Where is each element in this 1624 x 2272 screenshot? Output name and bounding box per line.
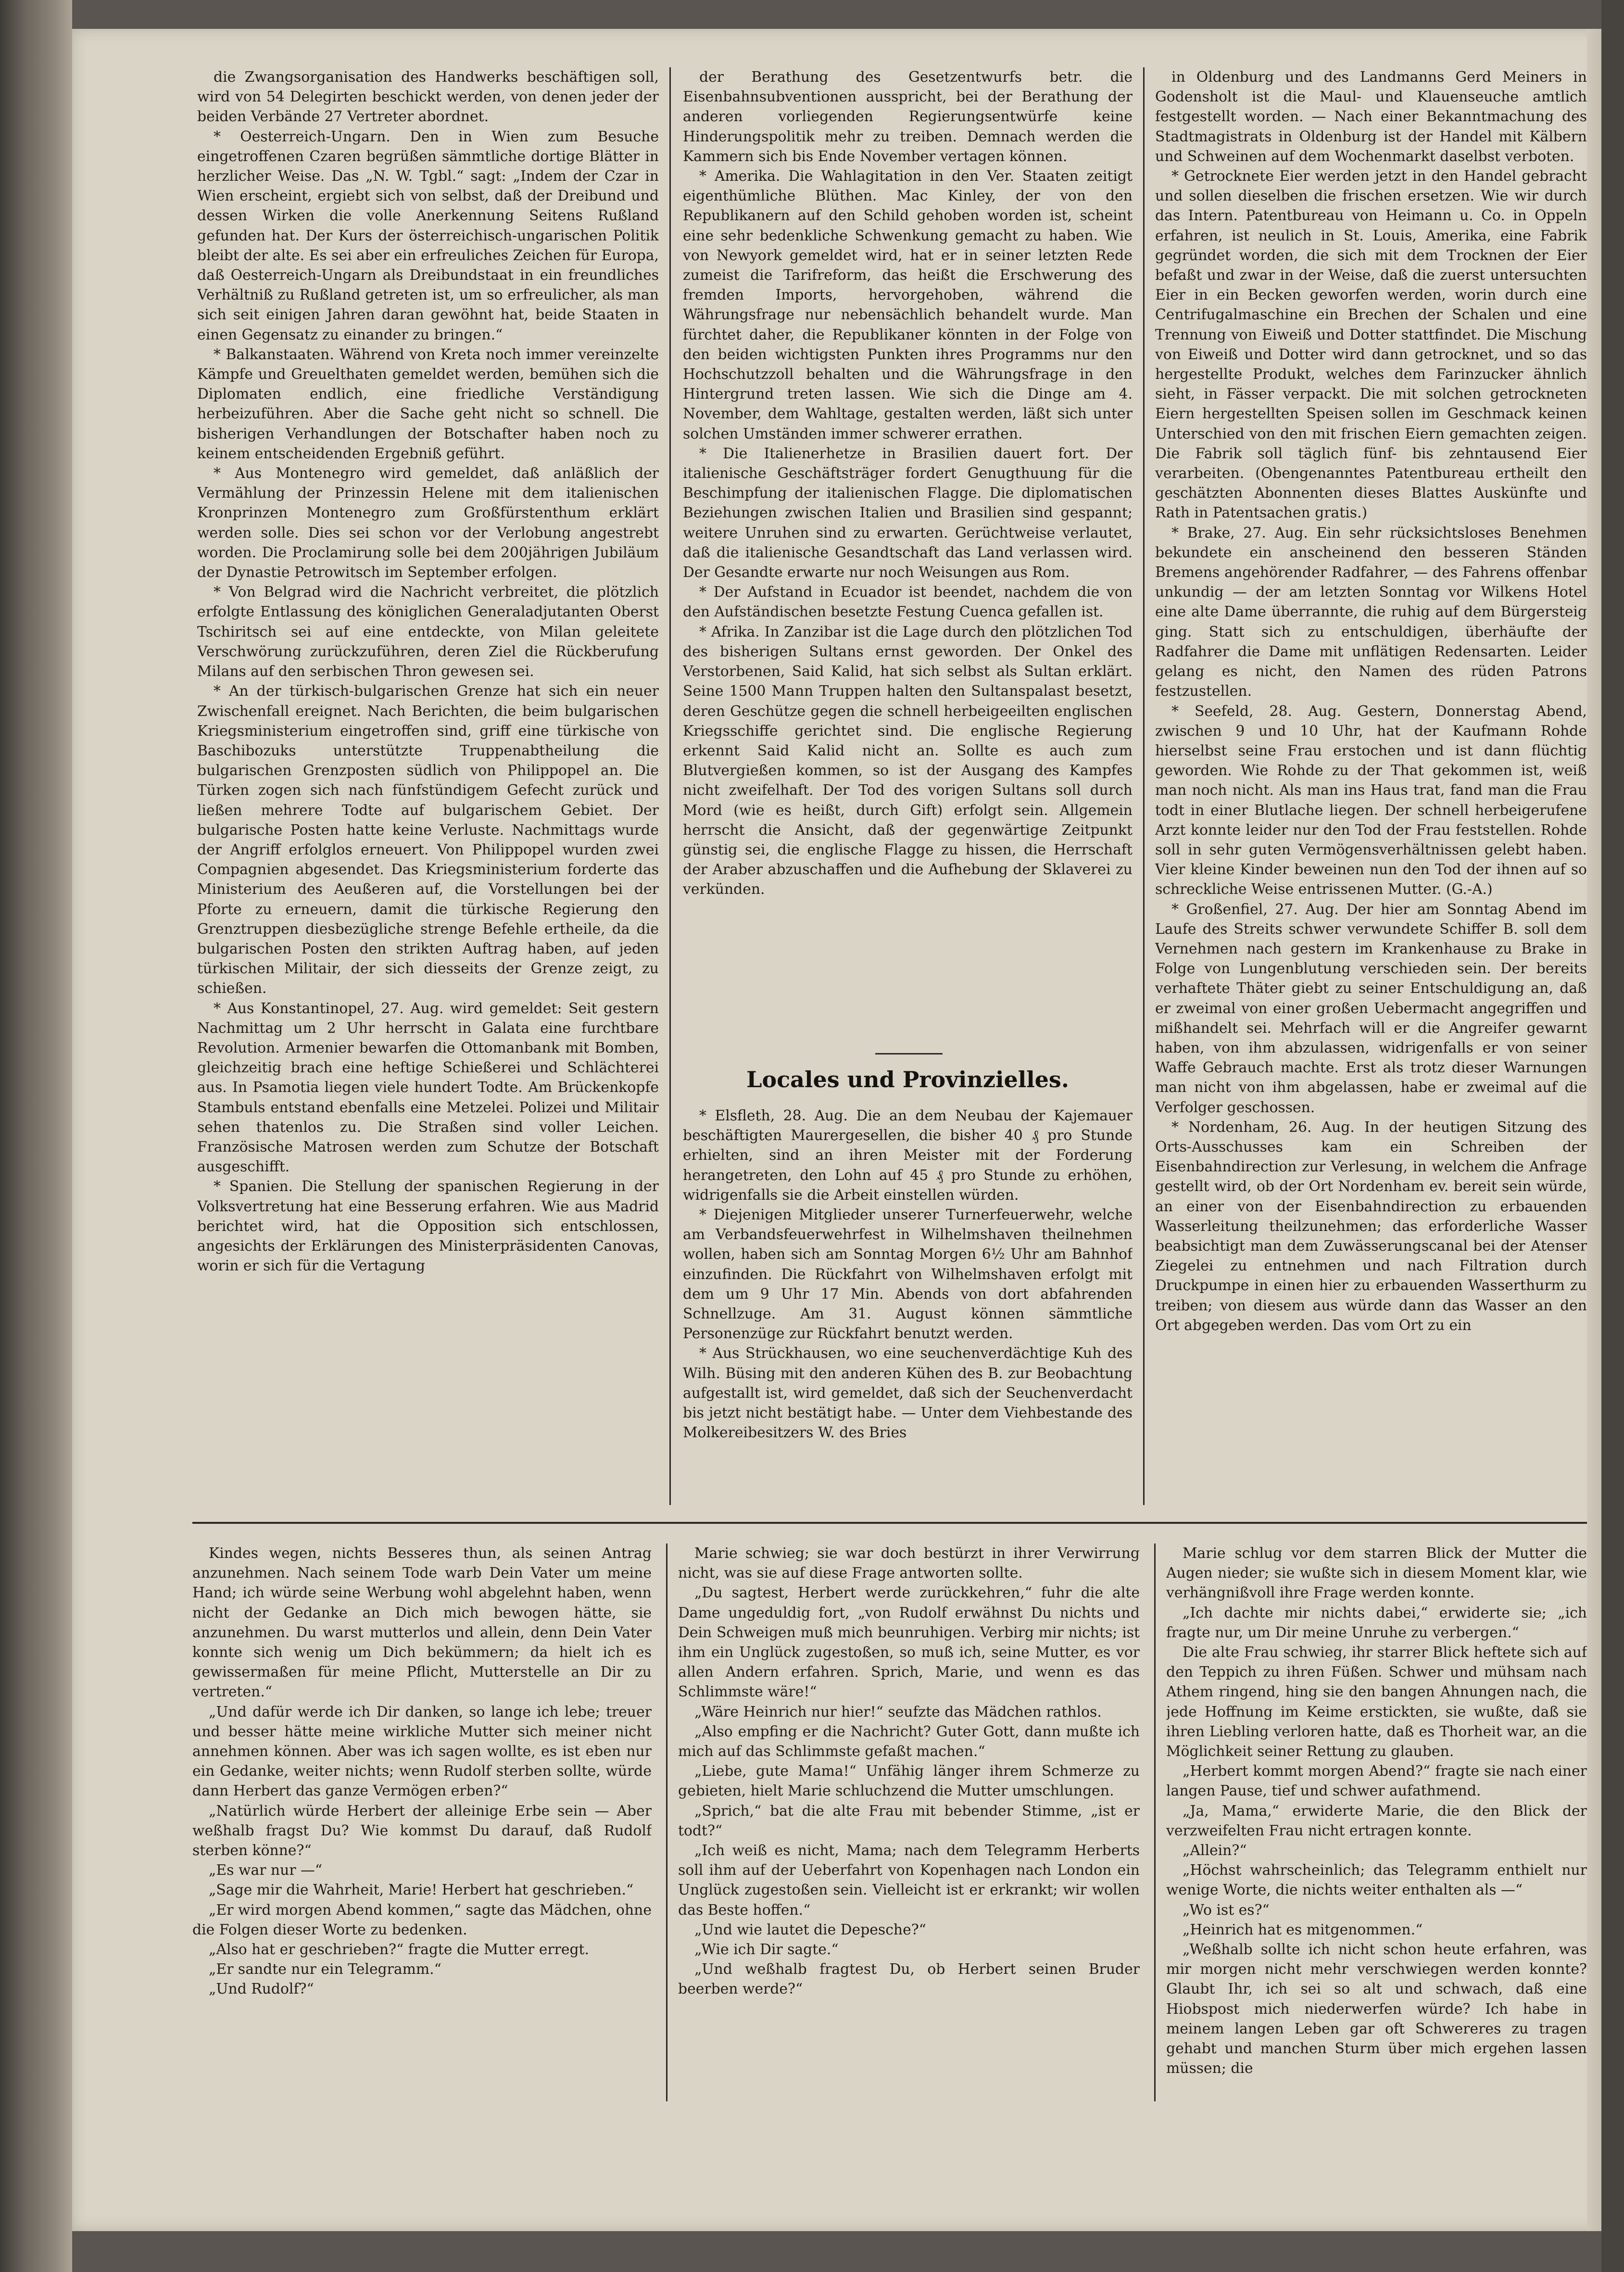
article-paragraph: „Es war nur —“ [209, 1862, 323, 1879]
feuilleton-column-1 [192, 1544, 652, 2101]
section-rule-top [875, 1053, 943, 1054]
article-paragraph: * Nordenham, 26. Aug. In der heutigen Sitzung des Orts-Ausschusses kam ein Schreiben der Eisenbahndirection zur Verlesung, in welchem die Anfrage gestellt wird, ob der Ort Nordenham ev. bereit sein würde, an einer von der Eisenbahndirection zu erbauenden Wasserleitung theilzunehmen; das erforderliche Wasser beabsichtigt man dem Zuwässerungscanal bei der Atenser Ziegelei zu entnehmen und nach Filtration durch Druckpumpe in einen hier zu erbauenden Wasserthurm zu treiben; von diesem aus würde dann das Wasser an den Ort abgegeben werden. Das vom Ort zu ein [1155, 1118, 1587, 1334]
article-paragraph: „Also hat er geschrieben?“ fragte die Mutter erregt. [209, 1941, 589, 1958]
article-paragraph: der Berathung des Gesetzentwurfs betr. die Eisenbahnsubventionen ausspricht, bei der Berathung der anderen vorliegenden Regierungsentwürfe keine Hinderungspolitik mehr zu treiben. Demnach werden die Kammern sich bis Ende November vertagen können. [683, 69, 1133, 165]
article-paragraph: * Aus Konstantinopel, 27. Aug. wird gemeldet: Seit gestern Nachmittag um 2 Uhr herrscht in Galata eine furchtbare Revolution. Armenier bewarfen die Ottomanbank mit Bomben, gleichzeitig brach eine heftige Schießerei und Schlächterei aus. In Psamotia liegen viele hundert Todte. Am Brückenkopfe Stambuls entstand ebenfalls eine Metzelei. Polizei und Militair sehen thatenlos zu. Die Straßen sind voller Leichen. Französische Matrosen werden zum Schutze der Botschaft ausgeschifft. [197, 1000, 659, 1176]
article-paragraph: „Wäre Heinrich nur hier!“ seufzte das Mädchen rathlos. [694, 1703, 1102, 1720]
book-binding-edge [0, 0, 72, 2272]
article-paragraph: „Liebe, gute Mama!“ Unfähig länger ihrem Schmerze zu gebieten, hielt Marie schluchzend die Mutter umschlungen. [678, 1763, 1140, 1800]
article-paragraph: „Und weßhalb fragtest Du, ob Herbert seinen Bruder beerben werde?“ [678, 1961, 1140, 1998]
article-paragraph: „Sprich,“ bat die alte Frau mit bebender Stimme, „ist er todt?“ [678, 1802, 1140, 1839]
article-paragraph: * Elsfleth, 28. Aug. Die an dem Neubau der Kajemauer beschäftigten Maurergesellen, die bisher 40 ₰ pro Stunde erhielten, sind an ihren Meister mit der Forderung herangetreten, den Lohn auf 45 ₰ pro Stunde zu erhöhen, widrigenfalls sie die Arbeit einstellen würden. [683, 1107, 1133, 1204]
article-paragraph: in Oldenburg und des Landmanns Gerd Meiners in Godensholt ist die Maul- und Klauenseuche amtlich festgestellt worden. — Nach einer Bekanntmachung des Stadtmagistrats in Oldenburg ist der Handel mit Kälbern und Schweinen auf dem Wochenmarkt daselbst verboten. [1155, 69, 1587, 165]
section-heading-locales: Locales und Provinzielles. [746, 1067, 1069, 1092]
article-paragraph: „Wo ist es?“ [1183, 1901, 1270, 1919]
article-paragraph: „Du sagtest, Herbert werde zurückkehren,“ fuhr die alte Dame ungeduldig fort, „von Rudolf erwähnst Du nichts und Dein Schweigen muß mich beunruhigen. Verbirg mir nichts; ist ihm ein Unglück zugestoßen, so muß ich, seine Mutter, es vor allen Andern erfahren. Sprich, Marie, und wenn es das Schlimmste wäre!“ [678, 1584, 1140, 1701]
article-paragraph: Marie schlug vor dem starren Blick der Mutter die Augen nieder; sie wußte sich in diesem Moment klar, wie verhängnißvoll ihre Frage werden konnte. [1166, 1545, 1587, 1602]
article-paragraph: * Getrocknete Eier werden jetzt in den Handel gebracht und sollen dieselben die frischen ersetzen. Wie wir durch das Intern. Patentbureau von Heimann u. Co. in Oppeln erfahren, ist neulich in St. Louis, Amerika, eine Fabrik gegründet worden, die sich mit dem Trocknen der Eier befaßt und zwar in der Weise, daß die zuerst untersuchten Eier in ein Becken geworfen werden, worin durch eine Centrifugalmaschine ein Brechen der Schalen und eine Trennung von Eiweiß und Dotter stattfindet. Die Mischung von Eiweiß und Dotter wird dann getrocknet, und so das hergestellte Produkt, welches dem Farinzucker ähnlich sieht, in Fässer verpackt. Die mit solchen getrockneten Eiern hergestellten Speisen sollen im Geschmack keinen Unterschied von den mit frischen Eiern gemachten zeigen. Die Fabrik soll täglich fünf- bis zehntausend Eier verarbeiten. (Obengenanntes Patentbureau ertheilt den geschätzten Abonnenten dieses Blattes Auskünfte und Rath in Patentsachen gratis.) [1155, 168, 1587, 522]
article-paragraph: „Allein?“ [1183, 1842, 1247, 1859]
article-paragraph: „Herbert kommt morgen Abend?“ fragte sie nach einer langen Pause, tief und schwer aufathmend. [1166, 1763, 1587, 1800]
feuilleton-rule-1 [666, 1544, 667, 2101]
article-paragraph: „Ich dachte mir nichts dabei,“ erwiderte sie; „ich fragte nur, um Dir meine Unruhe zu verbergen.“ [1166, 1604, 1587, 1641]
article-paragraph: die Zwangsorganisation des Handwerks beschäftigen soll, wird von 54 Delegirten beschickt werden, von denen jeder der beiden Verbände 27 Vertreter abordnet. [197, 69, 659, 126]
article-paragraph: „Also empfing er die Nachricht? Guter Gott, dann mußte ich mich auf das Schlimmste gefaßt machen.“ [678, 1723, 1140, 1760]
news-column-1 [197, 67, 659, 1505]
article-paragraph: * Amerika. Die Wahlagitation in den Ver. Staaten zeitigt eigenthümliche Blüthen. Mac Kinley, der von den Republikanern auf den Schild gehoben worden ist, scheint eine sehr bedenkliche Schwenkung gemacht zu haben. Wie von Newyork gemeldet wird, hat er in seiner letzten Rede zumeist die Tarifreform, das heißt die Erschwerung des fremden Imports, hervorgehoben, während die Währungsfrage nur nebensächlich behandelt wurde. Man fürchtet daher, die Republikaner könnten in der Folge von den beiden wichtigsten Punkten ihres Programms nur den Hochschutzzoll behalten und die Währungsfrage in den Hintergrund treten lassen. Wie sich die Dinge am 4. November, dem Wahltage, gestalten werden, läßt sich unter solchen Umständen immer schwerer errathen. [683, 168, 1133, 442]
article-paragraph: Die alte Frau schwieg, ihr starrer Blick heftete sich auf den Teppich zu ihren Füßen. Schwer und mühsam nach Athem ringend, hing sie den bangen Ahnungen nach, die jede Hoffnung im Keime erstickten, sie wußte, daß sie ihren Liebling verloren hatte, daß es Thorheit war, an die Möglichkeit seiner Rettung zu glauben. [1166, 1644, 1587, 1760]
article-paragraph: „Ja, Mama,“ erwiderte Marie, die den Blick der verzweifelten Frau nicht ertragen konnte. [1166, 1802, 1587, 1839]
news-column-3 [1155, 67, 1587, 1505]
article-paragraph: „Ich weiß es nicht, Mama; nach dem Telegramm Herberts soll ihm auf der Ueberfahrt von Kopenhagen nach London ein Unglück zugestoßen sein. Vielleicht ist er erkrankt; wir wollen das Beste hoffen.“ [678, 1842, 1140, 1919]
locales-column [683, 1106, 1133, 1505]
article-paragraph: Kindes wegen, nichts Besseres thun, als seinen Antrag anzunehmen. Nach seinem Tode warb Dein Vater um meine Hand; ich würde seine Werbung wohl abgelehnt haben, wenn nicht der Gedanke an Dich mich bewogen hätte, sie anzunehmen. Du warst mutterlos und allein, denn Dein Vater konnte sich wenig um Dich bekümmern; da hielt ich es gewissermaßen für meine Pflicht, Mutterstelle an Dir zu vertreten.“ [192, 1545, 652, 1701]
article-paragraph: „Und Rudolf?“ [209, 1981, 314, 1998]
article-paragraph: „Wie ich Dir sagte.“ [694, 1941, 839, 1958]
feuilleton-separator [192, 1522, 1587, 1524]
article-paragraph: „Weßhalb sollte ich nicht schon heute erfahren, was mir morgen nicht mehr verschwiegen werden konnte? Glaubt Ihr, ich sei so alt und schwach, daß eine Hiobspost mich niederwerfen würde? Ich habe in meinem langen Leben gar oft Schwereres zu tragen gehabt und manchen Sturm über mich ergehen lassen müssen; die [1166, 1941, 1587, 2077]
article-paragraph: * Afrika. In Zanzibar ist die Lage durch den plötzlichen Tod des bisherigen Sultans ernst geworden. Der Onkel des Verstorbenen, Said Kalid, hat sich selbst als Sultan erklärt. Seine 1500 Mann Truppen halten den Sultanspalast besetzt, deren Geschütze gegen die schnell herbeigeeilten englischen Kriegsschiffe gerichtet sind. Die englische Regierung erkennt Said Kalid nicht an. Sollte es auch zum Blutvergießen kommen, so ist der Ausgang des Kampfes nicht zweifelhaft. Der Tod des vorigen Sultans soll durch Mord (wie es heißt, durch Gift) erfolgt sein. Allgemein herrscht die Ansicht, daß der gegenwärtige Zeitpunkt günstig sei, die englische Flagge zu hissen, die Herrschaft der Araber abzuschaffen und die Aufhebung der Sklaverei zu verkünden. [683, 623, 1133, 898]
feuilleton-rule-2 [1154, 1544, 1156, 2101]
feuilleton-column-2 [678, 1544, 1140, 2101]
column-rule-2 [1143, 67, 1145, 1505]
article-paragraph: * Spanien. Die Stellung der spanischen Regierung in der Volksvertretung hat eine Besserung erfahren. Wie aus Madrid berichtet wird, hat die Opposition sich entschlossen, angesichts der Erklärungen des Ministerpräsidenten Canovas, worin er sich für die Vertagung [197, 1178, 659, 1275]
news-column-2 [683, 67, 1133, 1034]
article-paragraph: Marie schwieg; sie war doch bestürzt in ihrer Verwirrung nicht, was sie auf diese Frage antworten sollte. [678, 1545, 1140, 1582]
article-paragraph: * Oesterreich-Ungarn. Den in Wien zum Besuche eingetroffenen Czaren begrüßen sämmtliche dortige Blätter in herzlicher Weise. Das „N. W. Tgbl.“ sagt: „Indem der Czar in Wien erscheint, ergiebt sich von selbst, daß der Dreibund und dessen Wirken die volle Anerkennung Seitens Rußland gefunden hat. Der Kurs der österreichisch-ungarischen Politik bleibt der alte. Es sei aber ein erfreuliches Zeichen für Europa, daß Oesterreich-Ungarn als Dreibundstaat in ein freundliches Verhältniß zu Rußland getreten ist, um so erfreulicher, als man sich seit einigen Jahren daran gewöhnt hat, beide Staaten in einen Gegensatz zu einander zu bringen.“ [197, 128, 659, 343]
column-rule-1 [669, 67, 671, 1505]
article-paragraph: * Seefeld, 28. Aug. Gestern, Donnerstag Abend, zwischen 9 und 10 Uhr, hat der Kaufmann Rohde hierselbst seine Frau erstochen und ist dann flüchtig geworden. Wie Rohde zu der That gekommen ist, weiß man noch nicht. Als man ins Haus trat, fand man die Frau todt in einer Blutlache liegen. Der schnell herbeigerufene Arzt konnte leider nur den Tod der Frau feststellen. Rohde soll in sehr guten Vermögensverhältnissen gelebt haben. Vier kleine Kinder beweinen nun den Tod der ihnen auf so schreckliche Weise entrissenen Mutter. (G.-A.) [1155, 703, 1587, 898]
article-paragraph: „Er sandte nur ein Telegramm.“ [209, 1961, 441, 1978]
article-paragraph: * Brake, 27. Aug. Ein sehr rücksichtsloses Benehmen bekundete ein anscheinend den besseren Ständen Bremens angehörender Radfahrer, — des Fahrens offenbar unkundig — der am letzten Sonntag vor Wilkens Hotel eine alte Dame überrannte, die ruhig auf dem Bürgersteig ging. Statt sich zu entschuldigen, überhäufte der Radfahrer die Dame mit unflätigen Redensarten. Leider gelang es nicht, den Namen des rüden Patrons festzustellen. [1155, 524, 1587, 700]
article-paragraph: „Und dafür werde ich Dir danken, so lange ich lebe; treuer und besser hätte meine wirkliche Mutter sich meiner nicht annehmen können. Aber was ich sagen wollte, es ist eben nur ein Gedanke, weiter nichts; wenn Rudolf sterben sollte, würde dann Herbert das ganze Vermögen erben?“ [192, 1703, 652, 1800]
article-paragraph: * Großenfiel, 27. Aug. Der hier am Sonntag Abend im Laufe des Streits schwer verwundete Schiffer B. soll dem Vernehmen nach gestern im Krankenhause zu Brake in Folge von Lungenblutung verschieden sein. Der bereits verhaftete Thäter giebt zu seiner Entschuldigung an, daß er zweimal von einer großen Uebermacht angegriffen und mißhandelt sei. Mehrfach will er die Angreifer gewarnt haben, von ihm abzulassen, widrigenfalls er von seiner Waffe Gebrauch machte. Erst als trotz dieser Warnungen man nicht von ihm abgelassen, habe er zweimal auf die Verfolger geschossen. [1155, 901, 1587, 1116]
article-paragraph: * An der türkisch-bulgarischen Grenze hat sich ein neuer Zwischenfall ereignet. Nach Berichten, die beim bulgarischen Kriegsministerium eingetroffen sind, griff eine türkische von Baschibozuks unterstützte Truppenabtheilung die bulgarischen Grenzposten südlich von Philippopel an. Die Türken zogen sich nach fünfstündigem Gefecht zurück und ließen mehrere Todte auf bulgarischem Gebiet. Der bulgarische Posten hatte keine Verluste. Nachmittags wurde der Angriff erfolglos erneuert. Von Philippopel wurden zwei Compagnien abgesendet. Das Kriegsministerium forderte das Ministerium des Aeußeren auf, die Vorstellungen bei der Pforte zu erneuern, damit die türkische Regierung den Grenztruppen diesbezügliche strenge Befehle ertheile, da die bulgarischen Posten den strikten Auftrag haben, auf jeden türkischen Militair, der sich diesseits der Grenze zeigt, zu schießen. [197, 683, 659, 997]
article-paragraph: * Aus Strückhausen, wo eine seuchenverdächtige Kuh des Wilh. Büsing mit den anderen Kühen des B. zur Beobachtung aufgestallt ist, wird gemeldet, daß sich der Seuchenverdacht bis jetzt nicht bestätigt habe. — Unter dem Viehbestande des Molkereibesitzers W. des Bries [683, 1345, 1133, 1442]
article-paragraph: „Höchst wahrscheinlich; das Telegramm enthielt nur wenige Worte, die nichts weiter enthalten als —“ [1166, 1862, 1587, 1899]
article-paragraph: „Er wird morgen Abend kommen,“ sagte das Mädchen, ohne die Folgen dieser Worte zu bedenken. [192, 1901, 652, 1938]
article-paragraph: „Natürlich würde Herbert der alleinige Erbe sein — Aber weßhalb fragst Du? Wie kommst Du darauf, daß Rudolf sterben könne?“ [192, 1802, 652, 1859]
article-paragraph: * Die Italienerhetze in Brasilien dauert fort. Der italienische Geschäftsträger fordert Genugthuung für die Beschimpfung der italienischen Flagge. Die diplomatischen Beziehungen zwischen Italien und Brasilien sind gespannt; weitere Unruhen sind zu erwarten. Gerüchtweise verlautet, daß die italienische Gesandtschaft das Land verlassen wird. Der Gesandte erwarte nur noch Weisungen aus Rom. [683, 445, 1133, 581]
article-paragraph: „Sage mir die Wahrheit, Marie! Herbert hat geschrieben.“ [209, 1882, 634, 1899]
next-page-edge [1601, 0, 1624, 2272]
feuilleton-column-3 [1166, 1544, 1587, 2101]
article-paragraph: * Diejenigen Mitglieder unserer Turnerfeuerwehr, welche am Verbandsfeuerwehrfest in Wilhelmshaven theilnehmen wollen, haben sich am Sonntag Morgen 6½ Uhr am Bahnhof einzufinden. Die Rückfahrt von Wilhelmshaven erfolgt mit dem um 9 Uhr 17 Min. Abends von dort abfahrenden Schnellzuge. Am 31. August können sämmtliche Personenzüge zur Rückfahrt benutzt werden. [683, 1206, 1133, 1343]
article-paragraph: * Von Belgrad wird die Nachricht verbreitet, die plötzlich erfolgte Entlassung des königlichen Generaladjutanten Oberst Tschiritsch sei auf eine entdeckte, von Milan geleitete Verschwörung zurückzuführen, deren Ziel die Rückberufung Milans auf den serbischen Thron gewesen sei. [197, 584, 659, 680]
article-paragraph: „Und wie lautet die Depesche?“ [694, 1921, 926, 1938]
article-paragraph: * Aus Montenegro wird gemeldet, daß anläßlich der Vermählung der Prinzessin Helene mit dem italienischen Kronprinzen Montenegro zum Großfürstenthum erklärt werden solle. Dies sei schon vor der Verlobung angestrebt worden. Die Proclamirung solle bei dem 200jährigen Jubiläum der Dynastie Petrowitsch im September erfolgen. [197, 465, 659, 581]
article-paragraph: * Balkanstaaten. Während von Kreta noch immer vereinzelte Kämpfe und Greuelthaten gemeldet werden, bemühen sich die Diplomaten endlich, eine friedliche Verständigung herbeizuführen. Aber die Sache geht nicht so schnell. Die bisherigen Verhandlungen der Botschafter haben noch zu keinem entscheidenden Ergebniß geführt. [197, 346, 659, 462]
article-paragraph: „Heinrich hat es mitgenommen.“ [1183, 1921, 1423, 1938]
article-paragraph: * Der Aufstand in Ecuador ist beendet, nachdem die von den Aufständischen besetzte Festung Cuenca gefallen ist. [683, 584, 1133, 621]
